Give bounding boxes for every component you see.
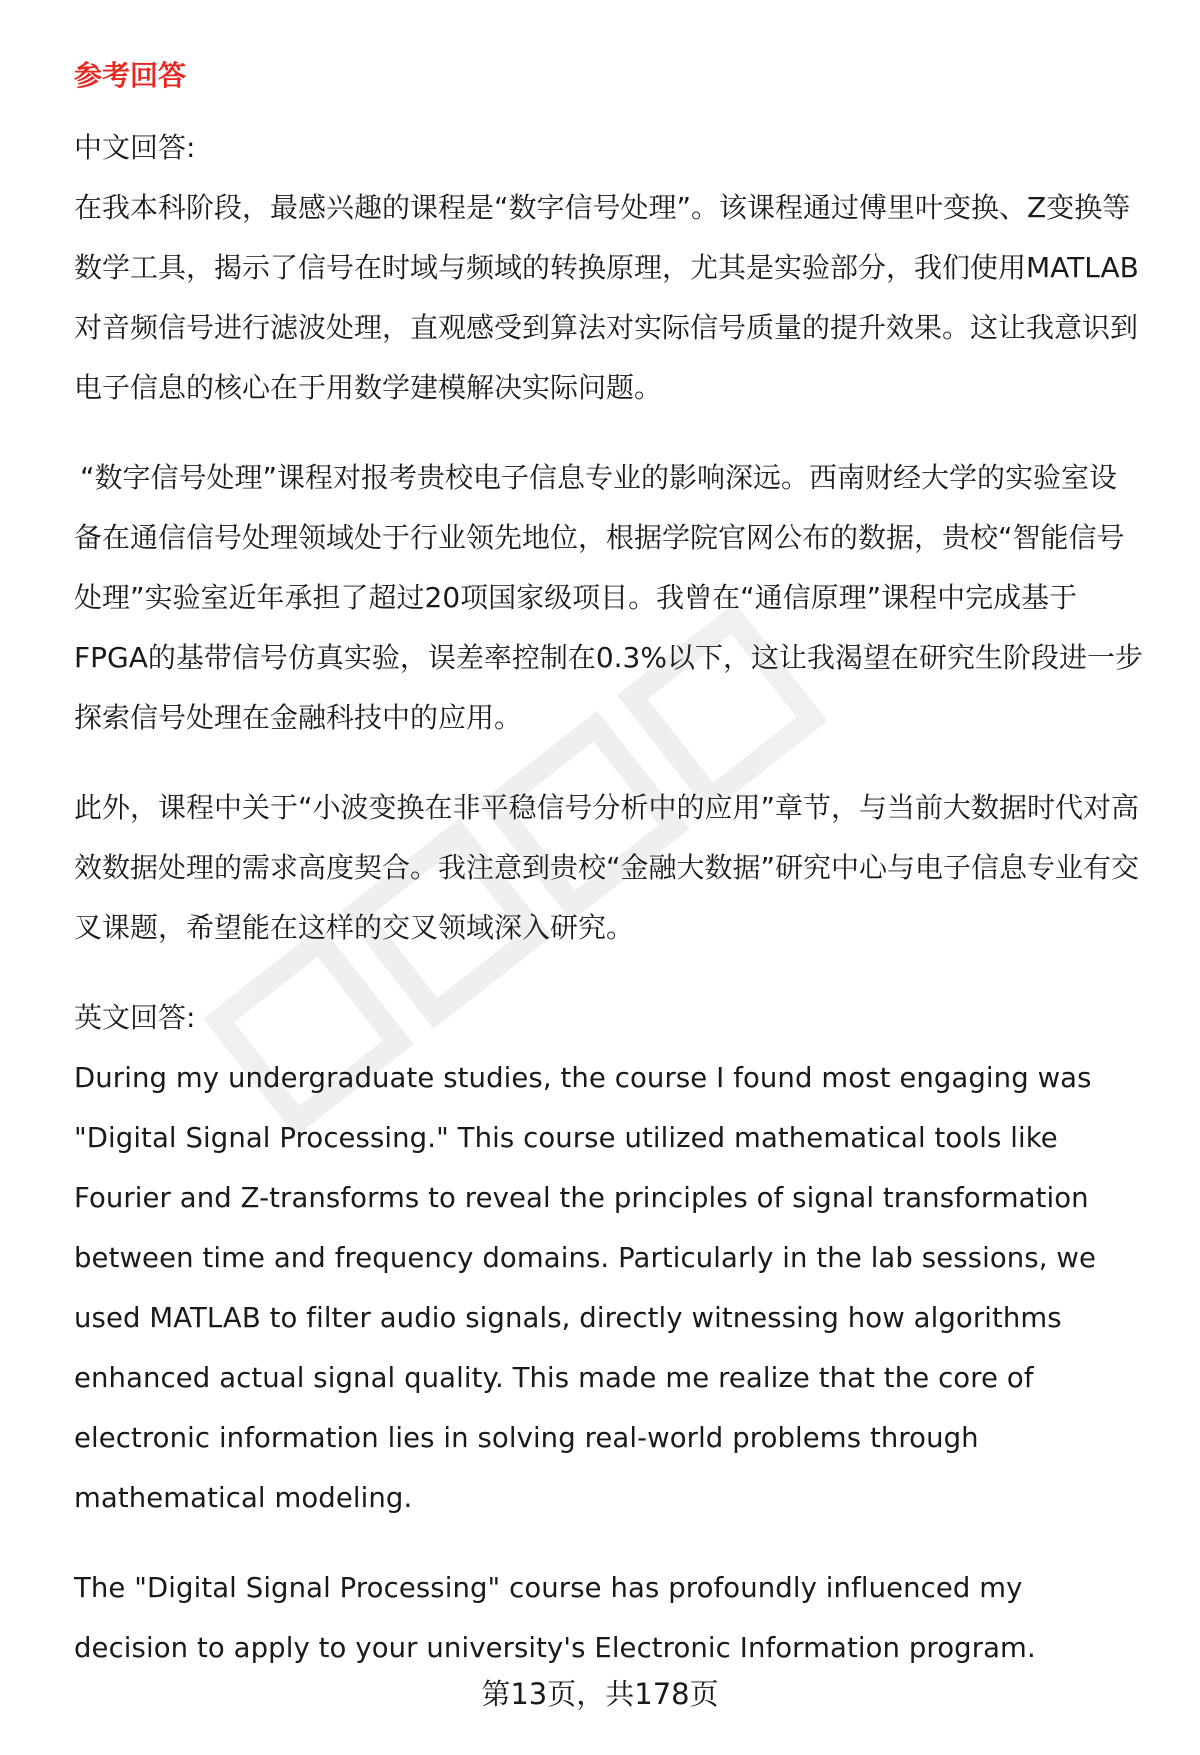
english-paragraph-2: The "Digital Signal Processing" course has profoundly influenced my decision to apply to your university's Electronic Information program.: [74, 1572, 1036, 1664]
document-body: [74, 56, 1144, 1708]
chinese-paragraph-3: 此外，课程中关于“小波变换在非平稳信号分析中的应用”章节，与当前大数据时代对高效数据处理的需求高度契合。我注意到贵校“金融大数据”研究中心与电子信息专业有交叉课题，希望能在这样的交叉领域深入研究。: [74, 791, 1140, 944]
english-paragraph-1: During my undergraduate studies, the course I found most engaging was "Digital Signal Processing." This course utilized mathematical tools like Fourier and Z-transforms to reveal the principles of signal transformation between time and frequency domains. Particularly in the lab sessions, we used MATLAB to filter audio signals, directly witnessing how algorithms enhanced actual signal quality. This made me realize that the core of electronic information lies in solving real-world problems through mathematical modeling.: [74, 1062, 1097, 1514]
section-heading: 参考回答: [74, 59, 187, 92]
chinese-answer-label: 中文回答:: [74, 131, 196, 164]
english-answer-label: 英文回答:: [74, 1001, 196, 1034]
chinese-paragraph-2: “数字信号处理”课程对报考贵校电子信息专业的影响深远。西南财经大学的实验室设备在通信信号处理领域处于行业领先地位，根据学院官网公布的数据，贵校“智能信号处理”实验室近年承担了超过20项国家级项目。我曾在“通信原理”课程中完成基于FPGA的基带信号仿真实验，误差率控制在0.3%以下，这让我渴望在研究生阶段进一步探索信号处理在金融科技中的应用。: [74, 461, 1143, 734]
chinese-paragraph-1: 在我本科阶段，最感兴趣的课程是“数字信号处理”。该课程通过傅里叶变换、Z变换等数学工具，揭示了信号在时域与频域的转换原理，尤其是实验部分，我们使用MATLAB对音频信号进行滤波处理，直观感受到算法对实际信号质量的提升效果。这让我意识到电子信息的核心在于用数学建模解决实际问题。: [74, 191, 1139, 404]
page-footer: 第13页，共178页: [481, 1677, 719, 1711]
